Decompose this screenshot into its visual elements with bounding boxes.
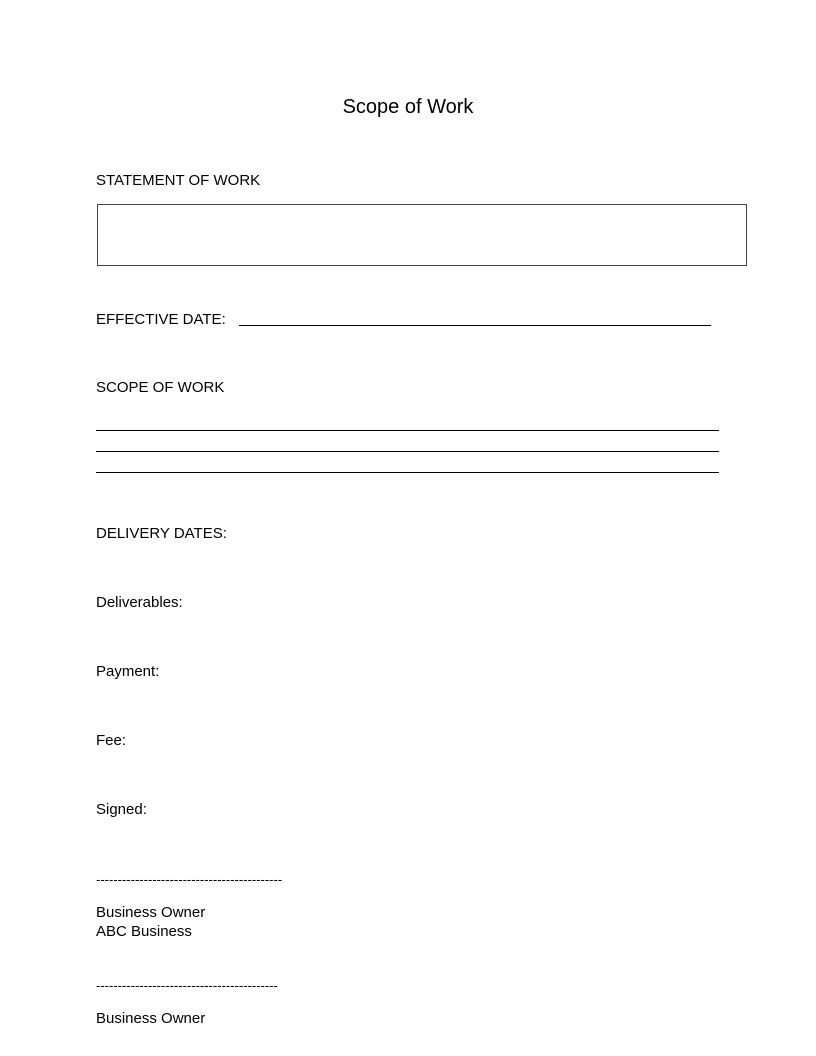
payment-label: Payment: [96, 663, 160, 680]
effective-date-line[interactable] [239, 325, 711, 326]
scope-line-2[interactable] [96, 451, 719, 452]
deliverables-label: Deliverables: [96, 594, 183, 611]
statement-of-work-box[interactable] [97, 204, 747, 266]
document-title: Scope of Work [342, 96, 474, 118]
scope-of-work-label: SCOPE OF WORK [96, 379, 225, 396]
scope-line-3[interactable] [96, 472, 719, 473]
signature-line-1: ------------------------------------------- [96, 872, 283, 887]
statement-of-work-label: STATEMENT OF WORK [96, 172, 261, 189]
scope-line-1[interactable] [96, 430, 719, 431]
delivery-dates-label: DELIVERY DATES: [96, 525, 227, 542]
signature-line-2: ------------------------------------------ [96, 978, 278, 993]
signature-1-role: Business Owner [96, 904, 206, 921]
fee-label: Fee: [96, 732, 127, 749]
signed-label: Signed: [96, 801, 147, 818]
signature-2-role: Business Owner [96, 1010, 206, 1027]
signature-1-company: ABC Business [96, 923, 192, 940]
effective-date-label: EFFECTIVE DATE: [96, 311, 226, 328]
